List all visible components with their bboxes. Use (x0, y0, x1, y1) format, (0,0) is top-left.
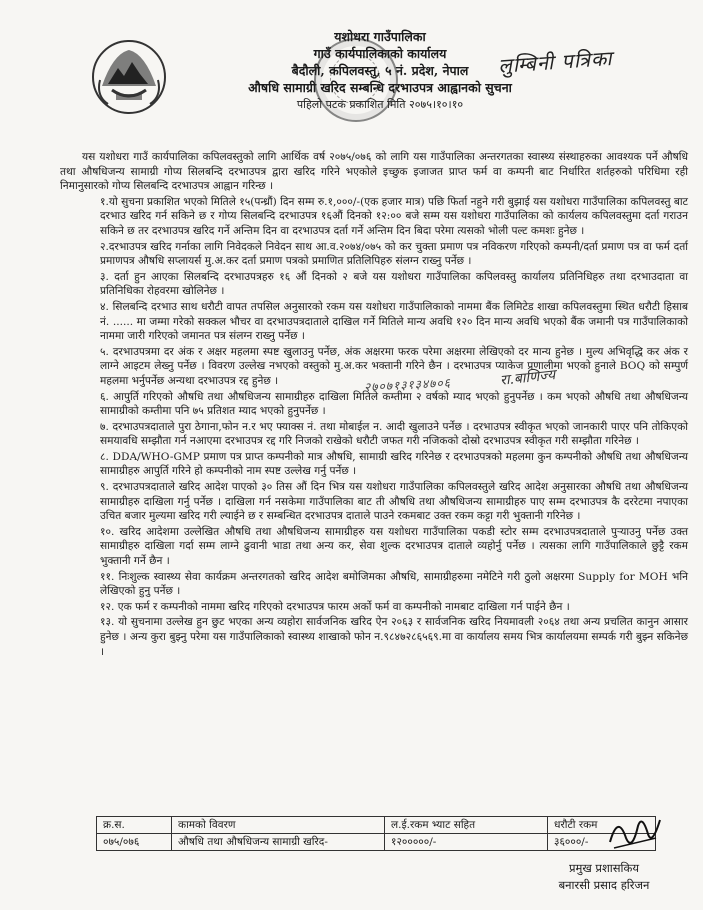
notice-item: ९. दरभाउपत्रदाताले खरिद आदेश पाएको ३० तिस औं दिन भित्र यस यशोधरा गाउँपालिका कपिलवस्तुले खरिद आदेश अनुसारका औषधि तथा औषधिजन्य सामाग्रीहरु दाखिला गर्नु पर्नेछ । दाखिला गर्न नसकेमा गाउँपालिका बाट ती औषधि तथा औषधिजन्य सामाग्रीहरु पाए सम्म दरभाउपत्र कै दररेटमा नपाएका उचित बजार मुल्यमा खरिद गरी ल्याईने छ र सम्बन्धित दरभाउपत्र दाताले पाउने रकमबाट उक्त रकम कट्टा गरी भुक्तानी गरिनेछ । (100, 481, 688, 523)
header-line-office: गाउँ कार्यपालिकाको कार्यालय (313, 46, 447, 61)
handwritten-account-number: २७०७१३१३४७०६ (363, 375, 452, 395)
signature-icon (604, 808, 664, 854)
notice-item: ११. निःशुल्क स्वास्थ्य सेवा कार्यक्रम अन्तरगतको खरिद आदेश बमोजिमका औषधि, सामाग्रीहरुमा नमेटिने गरी ठुलो अक्षरमा Supply for MOH भनि लेखिएको हुनु पर्नेछ । (100, 570, 688, 598)
table-header-cell: कामको विवरण (172, 817, 385, 834)
table-header-cell: धरौटी रकम (548, 817, 656, 834)
notice-item: ७. दरभाउपत्रदाताले पुरा ठेगाना,फोन न.र भए फ्याक्स नं. तथा मोबाईल न. आदी खुलाउने पर्नेछ । दरभाउपत्र स्वीकृत भएको जानकारी पाएर पनि तोकिएको समयावधि सम्झौता गर्न नआएमा दरभाउपत्र रद्द गरि निजको राखेको धरौटी जफत गरी नजिकको दोस्रो दरभाउपत्र स्वीकृत गरी सम्झौता गरिनेछ । (100, 420, 688, 448)
signature-block (524, 860, 684, 894)
notice-item: ८. DDA/WHO-GMP प्रमाण पत्र प्राप्त कम्पनीको मात्र औषधि, सामाग्री खरिद गरिनेछ र दरभाउपत्रको महलमा कुन कम्पनीको औषधि तथा औषधिजन्य सामाग्रीहरु आपुर्ति गरिने हो कम्पनीको नाम स्पष्ट उल्लेख गर्नु पर्नेछ । (100, 450, 688, 478)
notice-item: १.यो सुचना प्रकाशित भएको मितिले १५(पन्ध्रौं) दिन सम्म रु.१,०००/-(एक हजार मात्र) पछि फिर्ता नहुने गरी बुझाई यस यशोधरा गाउँपालिका कपिलवस्तु बाट दरभाउ खरिद गर्न सकिने छ र गोप्य सिलबन्दि दरभाउपत्र १६औं दिनको १२:०० बजे सम्म यस यशोधरा गाउँपालिका को कार्यलय कपिलवस्तुमा दर्ता गराउन सकिने छ तर दरभाउपत्र खरिद गर्ने अन्तिम दिन वा दरभाउपत्र दर्ता गर्ने अन्तिम दिन बिदा परेमा त्यसको भोली पल्ट कमशः हुनेछ । (100, 195, 688, 237)
header-line-title: औषधि सामाग्री खरिद सम्बन्धि दरभाउपत्र आह्वानको सुचना (248, 80, 512, 95)
table-cell: १२०००००/- (385, 834, 548, 851)
signatory-title: प्रमुख प्रशासकिय (568, 861, 640, 875)
notice-body (60, 150, 688, 660)
notice-item: १३. यो सुचनामा उल्लेख हुन छुट भएका अन्य व्यहोरा सार्वजनिक खरिद ऐन २०६३ र सार्वजनिक खरिद नियमावली २०६४ तथा अन्य प्रचलित कानुन आसार हुनेछ । अन्य कुरा बुझ्नु परेमा यस गाउँपालिकाको स्वास्थ्य शाखाको फोन न.९८४७२८६५६९.मा वा कार्यालय समय भित्र कार्यालयमा सम्पर्क गरी बुझ्न सकिनेछ । (100, 616, 688, 658)
table-cell: ०७५/०७६ (97, 834, 172, 851)
table-row (97, 834, 656, 851)
notice-item: १२. एक फर्म र कम्पनीको नाममा खरिद गरिएको दरभाउपत्र फारम अर्को फर्म वा कम्पनीको नामबाट दाखिला गर्न पाईने छैन । (100, 600, 570, 613)
notice-item: ३. दर्ता हुन आएका सिलबन्दि दरभाउपत्रहरु १६ औं दिनको २ बजे यस यशोधरा गाउँपालिका कपिलवस्तु कार्यालय प्रतिनिधिहरु तथा दरभाउदाता वा प्रतिनिधिका रोहवरमा खोलिनेछ । (100, 270, 688, 298)
notice-intro: यस यशोधरा गाउँ कार्यपालिका कपिलवस्तुको लागि आर्थिक वर्ष २०७५/०७६ को लागि यस गाउँपालिका अन्तरगतका स्वास्थ्य संस्थाहरुका आवश्यक पर्ने औषधि तथा औषधिजन्य सामाग्री गोप्य सिलबन्दि दरभाउपत्र द्वारा खरिद गरिने भएकोले इच्छुक इजाजत प्राप्त फर्म वा कम्पनी बाट निर्धारित शर्तहरुको परिधिमा रही निमानुसारको गोप्य सिलबन्दि दरभाउपत्र आह्वान गरिन्छ । (60, 151, 688, 193)
office-seal-stamp (314, 38, 398, 122)
header-line-municipality: यशोधरा गाउँपालिका (334, 29, 426, 44)
table-header-row (97, 817, 656, 834)
notice-item: ६. आपुर्ति गरिएको औषधि तथा औषधिजन्य सामाग्रीहरु दाखिला मितिले कम्तीमा २ वर्षको म्याद भएको हुनुपर्नेछ । कम भएको औषधि तथा औषधिजन्य सामाग्रीको कम्तीमा पनि ७५ प्रतिशत म्याद भएको हुनुपर्नेछ । (100, 390, 688, 418)
signatory-name: बनारसी प्रसाद हरिजन (558, 878, 650, 892)
nepal-emblem-icon (88, 36, 170, 118)
tender-summary-table (96, 816, 656, 851)
notice-item: २.दरभाउपत्र खरिद गर्नाका लागि निवेदकले निवेदन साथ आ.व.२०७४/०७५ को कर चुक्ता प्रमाण पत्र नविकरण गरिएको कम्पनी/दर्ता प्रमाण पत्र वा फर्म दर्ता प्रमाणपत्र औषधि सप्लायर्स मु.अ.कर दर्ता प्रमाण पत्रको प्रमाणित प्रतिलिपिहरु संलग्न राख्नु पर्नेछ । (100, 240, 688, 268)
header-line-publish-date: पहिलो पटक प्रकाशित मिति २०७५।१०।१० (296, 98, 464, 111)
notice-item: ५. दरभाउपत्रमा दर अंक र अक्षर महलमा स्पष्ट खुलाउनु पर्नेछ, अंक अक्षरमा फरक परेमा अक्षरमा लेखिएको दर मान्य हुनेछ । मुल्य अभिवृद्धि कर अंक र लाग्ने आइटम लेख्नु पर्नेछ । विवरण उल्लेख नभएको वस्तुको मु.अ.कर भक्तानी गरिने छैन । दरभाउपत्र प्याकेज प्रणालीमा भएको हुनाले BOQ को सम्पुर्ण महलमा भर्नुपर्नेछ अन्यथा दरभाउपत्र रद्द हुनेछ । (100, 345, 688, 387)
header-line-address: बैदौली, कपिलवस्तु, ५ नं. प्रदेश, नेपाल (291, 63, 469, 78)
handwritten-bank-name: रा.बाणिज्य (499, 367, 557, 389)
notice-item: ४. सिलबन्दि दरभाउ साथ धरौटी वापत तपसिल अनुसारको रकम यस यशोधरा गाउँपालिकाको नाममा बैंक लिमिटेड शाखा कपिलवस्तुमा स्थित धरौटी हिसाब नं. ...... मा जम्मा गरेको सक्कल भौचर वा दरभाउपत्रदाताले दाखिल गर्ने मितिले मान्य अवधि १२० दिन मान्य अवधि भएको बैंक जमानी पत्र गाउँपालिकाको नाममा जारी गरिएको जमानत पत्र संलग्न राख्नु पर्नेछ । (100, 300, 688, 343)
table-header-cell: क्र.स. (97, 817, 172, 834)
table-cell: औषधि तथा औषधिजन्य सामाग्री खरिद- (172, 834, 385, 851)
handwritten-newspaper-note: लुम्बिनी पत्रिका (497, 45, 614, 78)
table-cell: ३६०००/- (548, 834, 656, 851)
table-header-cell: ल.ई.रकम भ्याट सहित (385, 817, 548, 834)
notice-item: १०. खरिद आदेशमा उल्लेखित औषधि तथा औषधिजन्य सामाग्रीहरु यस यशोधरा गाउँपालिका पकडी स्टोर सम्म दरभाउपत्रदाताले पुऱ्याउनु पर्नेछ उक्त सामाग्रीहरु दाखिला गर्दा सम्म लाग्ने ढुवानी भाडा तथा अन्य कर, सेवा शुल्क दरभाउपत्र दाताले व्यहोर्नु पर्नेछ । त्यसका लागि गाउँपालिकाले छुट्टै रकम भुक्तानी गर्ने छैन । (100, 525, 688, 568)
